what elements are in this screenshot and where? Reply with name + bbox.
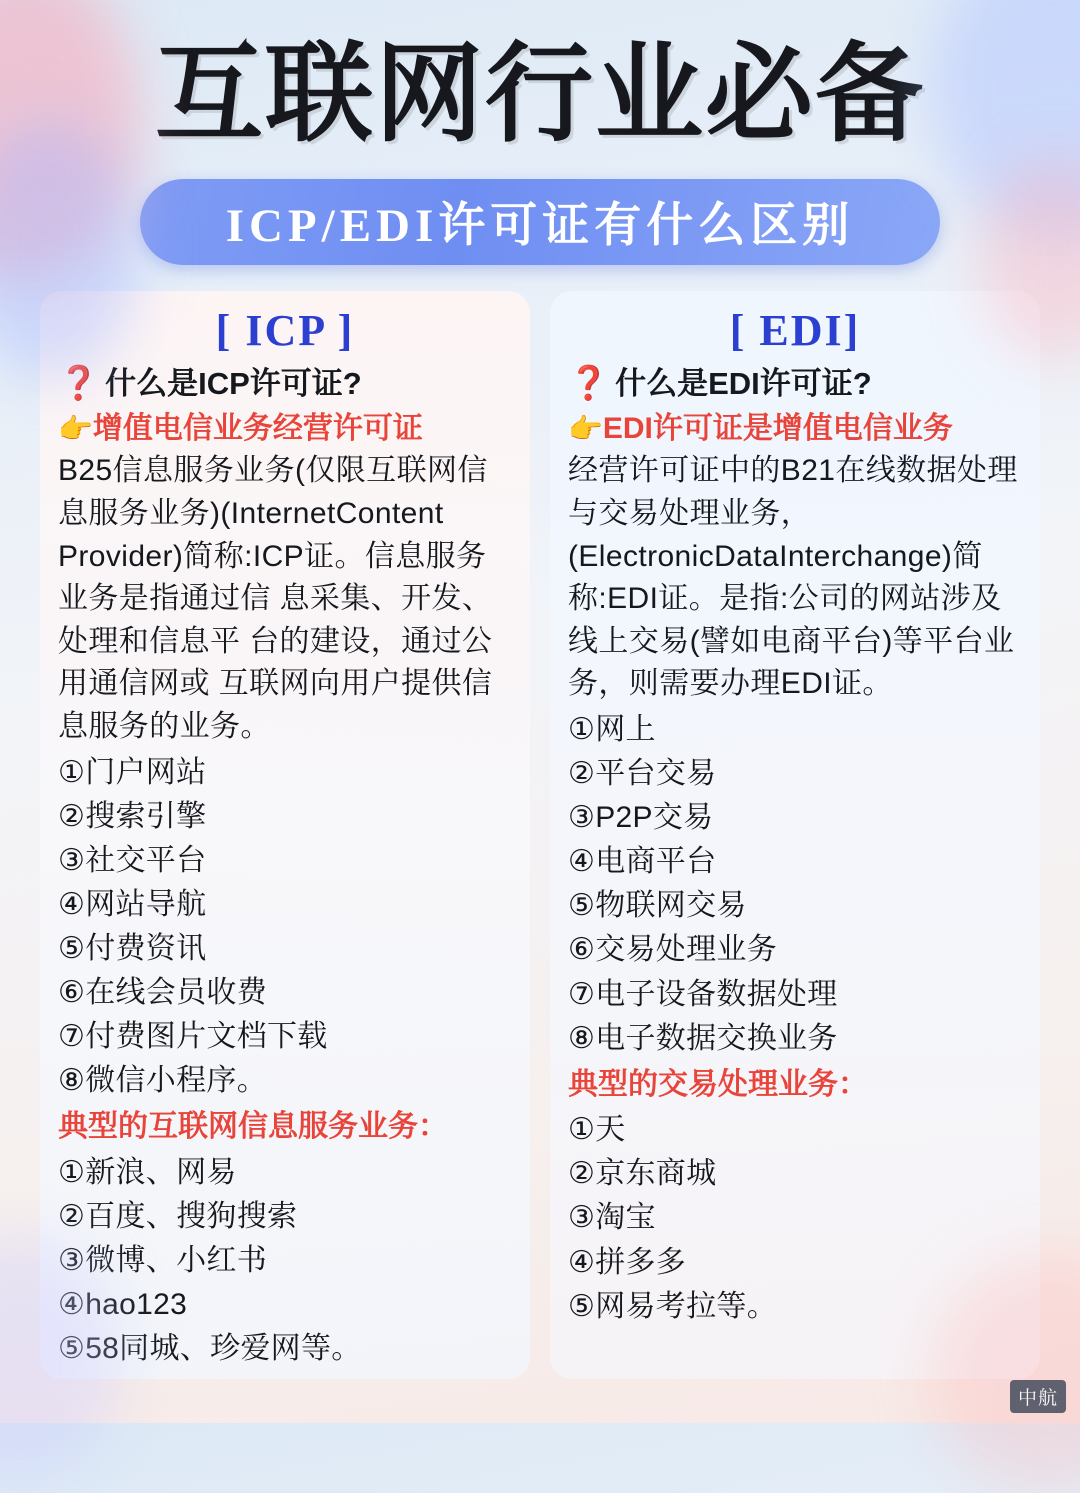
list-item: ②搜索引擎 xyxy=(58,799,207,833)
card-edi-examples xyxy=(568,1108,1022,1328)
list-item: ①网上 xyxy=(568,713,656,746)
card-icp-heading: [ ICP ] xyxy=(215,305,355,355)
card-icp-question: 什么是ICP许可证? xyxy=(105,365,362,401)
list-item: ①天 xyxy=(568,1113,626,1147)
list-item: ①门户网站 xyxy=(58,755,207,789)
list-item: ⑦付费图片文档下载 xyxy=(58,1020,328,1054)
list-item: ②平台交易 xyxy=(568,757,717,791)
subtitle-pill xyxy=(140,179,940,265)
subtitle-text: ICP/EDI许可证有什么区别 xyxy=(225,200,855,253)
card-edi-highlight: EDI许可证是增值电信业务 xyxy=(602,411,953,445)
list-item: ⑤付费资讯 xyxy=(58,931,207,965)
list-item: ④拼多多 xyxy=(568,1245,687,1279)
list-item: ③微博、小红书 xyxy=(58,1244,267,1278)
card-icp-examples xyxy=(58,1151,512,1371)
list-item: ④hao123 xyxy=(58,1288,188,1322)
list-item: ⑤58同城、珍爱网等。 xyxy=(58,1332,362,1366)
list-item: ⑧电子数据交换业务 xyxy=(568,1021,838,1055)
list-item: ④电商平台 xyxy=(568,845,717,879)
card-edi-body: 经营许可证中的B21在线数据处理与交易处理业务，(ElectronicDataInterchange)简称:EDI证。是指:公司的网站涉及线上交易(譬如电商平台)等平台业务，则需要办理EDI证。 xyxy=(568,454,1018,701)
card-edi-section-label: 典型的交易处理业务： xyxy=(568,1067,868,1101)
list-item: ⑤物联网交易 xyxy=(568,889,747,923)
list-item: ⑥在线会员收费 xyxy=(58,976,267,1010)
list-item: ②京东商城 xyxy=(568,1157,717,1191)
card-edi xyxy=(550,291,1040,1379)
card-edi-list xyxy=(568,708,1022,1061)
card-icp-highlight: 增值电信业务经营许可证 xyxy=(92,411,423,445)
question-icon: ❓ xyxy=(58,363,100,401)
list-item: ⑧微信小程序。 xyxy=(58,1064,267,1098)
comparison-columns xyxy=(0,265,1080,1379)
list-item: ③淘宝 xyxy=(568,1201,656,1235)
list-item: ⑦电子设备数据处理 xyxy=(568,977,838,1011)
pointing-hand-icon: 👉 xyxy=(568,412,603,444)
card-edi-question-row xyxy=(568,362,1022,405)
card-edi-heading: [ EDI] xyxy=(729,305,861,355)
list-item: ⑤网易考拉等。 xyxy=(568,1289,777,1323)
list-item: ⑥交易处理业务 xyxy=(568,933,777,967)
list-item: ④网站导航 xyxy=(58,887,207,921)
card-edi-highlight-row xyxy=(568,409,1022,449)
list-item: ②百度、搜狗搜索 xyxy=(58,1199,298,1233)
card-icp-section-label: 典型的互联网信息服务业务： xyxy=(58,1110,448,1144)
list-item: ③社交平台 xyxy=(58,843,207,877)
card-icp-body: B25信息服务业务(仅限互联网信息服务业务)(InternetContent Provider)简称:ICP证。信息服务业务是指通过信 息采集、开发、处理和信息平 台的建设，通过公用通信网或 互联网向用户提供信息服务的业务。 xyxy=(58,454,493,743)
card-edi-question: 什么是EDI许可证? xyxy=(615,365,872,401)
list-item: ①新浪、网易 xyxy=(58,1155,237,1189)
card-icp-list xyxy=(58,751,512,1104)
card-icp xyxy=(40,291,530,1379)
card-icp-highlight-row xyxy=(58,409,512,449)
pointing-hand-icon: 👉 xyxy=(58,412,93,444)
list-item: ③P2P交易 xyxy=(568,801,714,835)
page-title: 互联网行业必备 xyxy=(154,36,925,155)
card-icp-question-row xyxy=(58,362,512,405)
question-icon: ❓ xyxy=(568,363,610,401)
watermark-badge: 中航 xyxy=(1010,1380,1066,1413)
